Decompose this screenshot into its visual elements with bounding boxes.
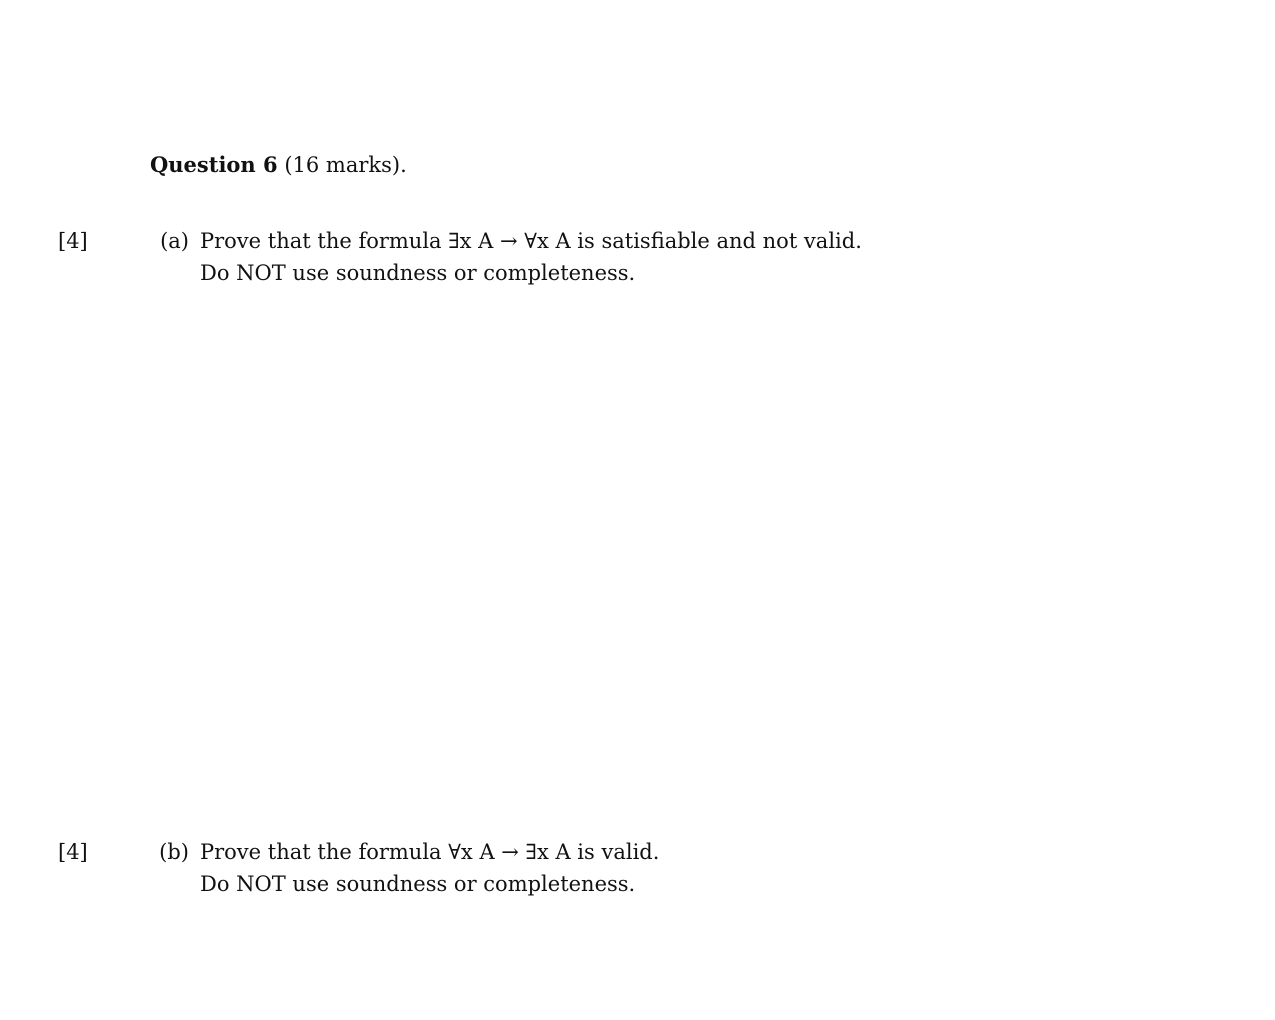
part-text <box>200 836 659 900</box>
part-text-line: Prove that the formula ∀x A → ∃x A is valid. <box>200 840 660 864</box>
part-marks: [4] <box>58 229 88 253</box>
part-text-line: Prove that the formula ∃x A → ∀x A is satisfiable and not valid. <box>200 229 862 253</box>
part-label: (a) <box>160 229 189 253</box>
part-marks: [4] <box>58 840 88 864</box>
part-text-line: Do NOT use soundness or completeness. <box>200 261 636 285</box>
part-text-line: Do NOT use soundness or completeness. <box>200 872 636 896</box>
part-label: (b) <box>159 840 189 864</box>
question-title: Question 6 <box>150 152 278 177</box>
question-marks: (16 marks). <box>284 153 407 177</box>
question-heading <box>150 151 407 179</box>
part-text <box>200 225 862 289</box>
